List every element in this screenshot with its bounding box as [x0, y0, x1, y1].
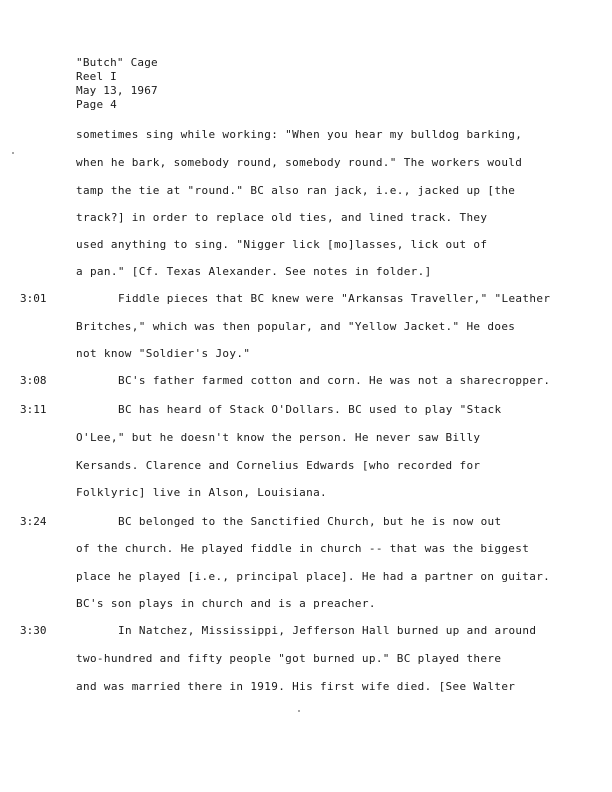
transcript-line: Fiddle pieces that BC knew were "Arkansas Traveller," "Leather: [118, 292, 551, 305]
transcript-line: BC's father farmed cotton and corn. He was not a sharecropper.: [118, 374, 551, 387]
timestamp: 3:30: [20, 624, 47, 637]
transcript-line: when he bark, somebody round, somebody round." The workers would: [76, 156, 523, 169]
transcript-line: place he played [i.e., principal place]. He had a partner on guitar.: [76, 570, 551, 583]
scan-speck: [12, 152, 14, 154]
transcript-line: of the church. He played fiddle in church -- that was the biggest: [76, 542, 530, 555]
transcript-line: tamp the tie at "round." BC also ran jack, i.e., jacked up [the: [76, 184, 516, 197]
header-date: May 13, 1967: [76, 84, 158, 97]
header-reel: Reel I: [76, 70, 117, 83]
transcript-line: sometimes sing while working: "When you hear my bulldog barking,: [76, 128, 523, 141]
header-name: "Butch" Cage: [76, 56, 158, 69]
transcript-line: BC's son plays in church and is a preacher.: [76, 597, 376, 610]
timestamp: 3:11: [20, 403, 47, 416]
transcript-line: BC has heard of Stack O'Dollars. BC used to play "Stack: [118, 403, 502, 416]
transcript-line: a pan." [Cf. Texas Alexander. See notes in folder.]: [76, 265, 432, 278]
transcript-line: O'Lee," but he doesn't know the person. He never saw Billy: [76, 431, 481, 444]
transcript-line: Britches," which was then popular, and "Yellow Jacket." He does: [76, 320, 516, 333]
transcript-line: track?] in order to replace old ties, and lined track. They: [76, 211, 488, 224]
transcript-line: Kersands. Clarence and Cornelius Edwards [who recorded for: [76, 459, 481, 472]
transcript-line: used anything to sing. "Nigger lick [mo]lasses, lick out of: [76, 238, 488, 251]
timestamp: 3:01: [20, 292, 47, 305]
transcript-line: BC belonged to the Sanctified Church, but he is now out: [118, 515, 502, 528]
transcript-line: not know "Soldier's Joy.": [76, 347, 251, 360]
transcript-line: and was married there in 1919. His first wife died. [See Walter: [76, 680, 516, 693]
scan-speck: [298, 710, 300, 712]
transcript-line: two-hundred and fifty people "got burned up." BC played there: [76, 652, 502, 665]
timestamp: 3:24: [20, 515, 47, 528]
transcript-line: Folklyric] live in Alson, Louisiana.: [76, 486, 328, 499]
transcript-line: In Natchez, Mississippi, Jefferson Hall burned up and around: [118, 624, 537, 637]
page-header: [76, 56, 158, 112]
timestamp: 3:08: [20, 374, 47, 387]
header-page-number: Page 4: [76, 98, 117, 111]
